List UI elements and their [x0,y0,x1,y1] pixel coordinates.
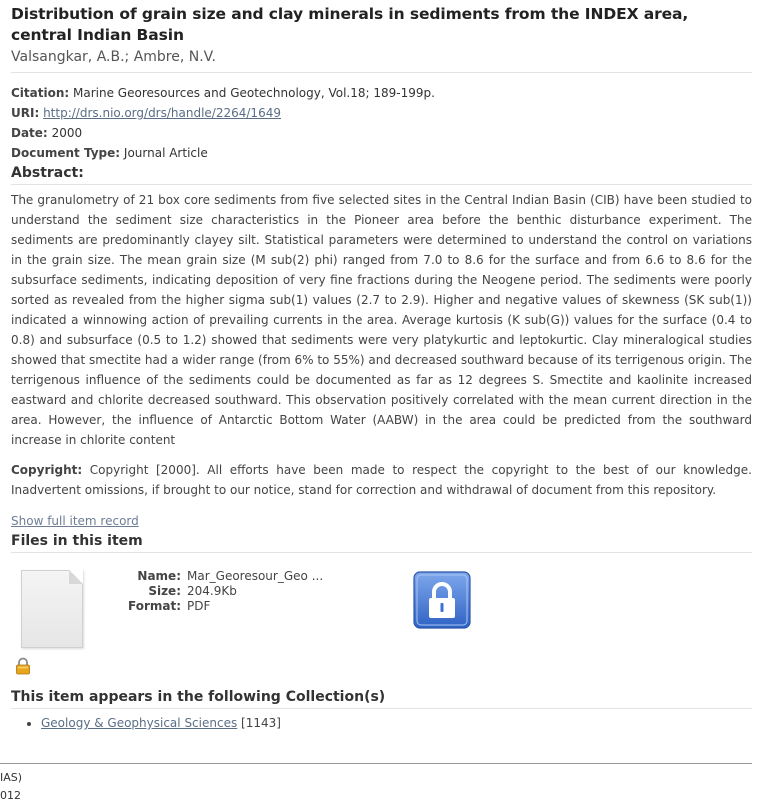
files-heading: Files in this item [11,533,143,549]
uri-row [11,103,752,123]
uri-label: URI: [11,106,40,120]
metadata-block [11,83,752,163]
document-thumbnail-icon[interactable] [21,570,83,648]
file-size-value: 204.9Kb [187,584,237,598]
collections-list [11,715,752,731]
footer-text-1: IAS) [0,771,23,784]
footer-text-2: 012 [0,789,21,802]
divider [11,708,752,709]
uri-link[interactable]: http://drs.nio.org/drs/handle/2264/1649 [43,106,281,120]
file-size-row [111,584,323,599]
date-row [11,123,752,143]
file-name-row [111,569,323,584]
small-lock-icon [15,657,31,675]
divider [11,552,752,553]
footer-divider [0,763,752,764]
divider [11,184,752,185]
item-view [11,4,752,731]
citation-row [11,83,752,103]
date-label: Date: [11,126,48,140]
copyright-block [11,460,752,500]
copyright-label: Copyright: [11,463,83,477]
divider [11,72,752,73]
file-name-value: Mar_Georesour_Geo ... [187,569,324,583]
citation-value: Marine Georesources and Geotechnology, Vol.18; 189-199p. [73,86,435,100]
show-full-record-link[interactable]: Show full item record [11,514,139,528]
abstract-heading: Abstract: [11,165,84,181]
file-entry [11,557,752,687]
date-value: 2000 [51,126,83,140]
item-authors: Valsangkar, A.B.; Ambre, N.V. [11,49,216,65]
citation-label: Citation: [11,86,70,100]
copyright-text: Copyright [2000]. All efforts have been made to respect the copyright to the best of our knowledge. Inadvertent omissions, if brought to our notice, stand for correction and withdrawal of document from this repository. [11,463,752,497]
file-name-label: Name: [137,569,181,583]
file-size-label: Size: [148,584,181,598]
file-info [111,569,323,614]
collection-link[interactable]: Geology & Geophysical Sciences [41,716,238,730]
file-format-row [111,599,323,614]
doctype-value: Journal Article [123,146,208,160]
list-item [41,715,752,731]
large-lock-icon[interactable] [413,571,471,629]
file-format-value: PDF [187,599,211,613]
file-format-label: Format: [127,599,181,613]
show-full-record [11,511,752,531]
doctype-row [11,143,752,163]
doctype-label: Document Type: [11,146,121,160]
item-title: Distribution of grain size and clay minerals in sediments from the INDEX area, central Indian Basin [11,5,689,44]
abstract-text: The granulometry of 21 box core sediments from five selected sites in the Central Indian Basin (CIB) have been studied to understand the sediment size characteristics in the Pioneer area before the benthic disturbance experiment. The sediments are predominantly clayey silt. Statistical parameters were determined to understand the control on variations in the grain size. The mean grain size (M sub(2) phi) ranged from 7.0 to 8.6 for the surface and from 6.6 to 8.6 for the subsurface sediments, indicating deposition of very fine fractions during the Neogene period. The sediments were poorly sorted as revealed from the higher sigma sub(1) values (2.7 to 2.9). Higher and negative values of skewness (SK sub(1)) indicated a winnowing action of prevailing currents in the area. Average kurtosis (K sub(G)) values for the surface (0.4 to 0.8) and subsurface (0.5 to 1.2) showed that sediments were very platykurtic and leptokurtic. Clay mineralogical studies showed that smectite had a wider range (from 6% to 55%) and decreased southward because of its terrigenous origin. The terrigenous influence of the sediments could be documented as far as 12 degrees S. Smectite and kaolinite increased eastward and chlorite decreased southward. This observation positively correlated with the mean current direction in the area. However, the influence of Antarctic Bottom Water (AABW) in the area could be predicted from the southward increase in chlorite content [11,193,752,447]
collections-heading: This item appears in the following Collection(s) [11,689,386,705]
collection-count: [1143] [241,716,281,730]
